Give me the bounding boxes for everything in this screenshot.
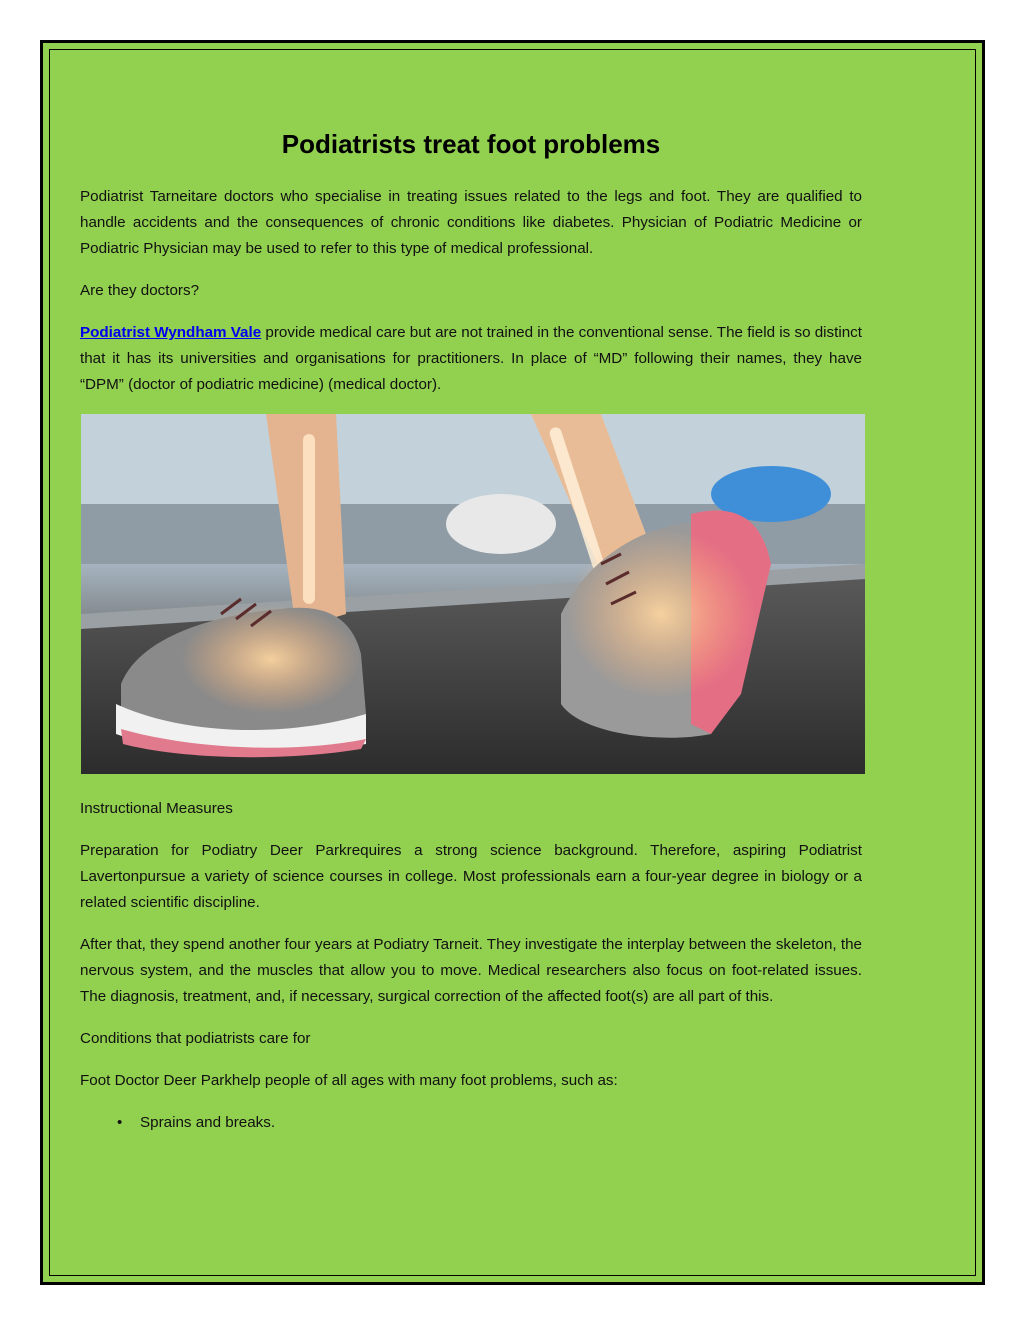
list-item — [80, 1110, 862, 1136]
feet-illustration — [81, 414, 865, 774]
feet-xray-treadmill-image — [81, 414, 865, 774]
conditions-heading: Conditions that podiatrists care for — [80, 1030, 311, 1047]
instructional-heading: Instructional Measures — [80, 800, 233, 817]
preparation-paragraph: Preparation for Podiatry Deer Parkrequires a strong science background. Therefore, aspiring Podiatrist Lavertonpursue a variety of science courses in college. Most professionals earn a four-year degree in biology or a related scientific discipline. — [80, 842, 862, 911]
wyndham-paragraph — [80, 320, 862, 398]
page-title: Podiatrists treat foot problems — [281, 129, 661, 159]
foot-doctor-paragraph: Foot Doctor Deer Parkhelp people of all ages with many foot problems, such as: — [80, 1072, 618, 1089]
after-paragraph: After that, they spend another four years at Podiatry Tarneit. They investigate the interplay between the skeleton, the nervous system, and the muscles that allow you to move. Medical researchers also focus on foot-related issues. The diagnosis, treatment, and, if necessary, surgical correction of the affected foot(s) are all part of this. — [80, 936, 862, 1005]
list-item-text: Sprains and breaks. — [140, 1114, 276, 1131]
document-content — [80, 127, 862, 1136]
wyndham-paragraph-text: provide medical care but are not trained in the conventional sense. The field is so distinct that it has its universities and organisations for practitioners. In place of “MD” following their names, they have “DPM” (doctor of podiatric medicine) (medical doctor). — [80, 324, 862, 393]
question-paragraph: Are they doctors? — [80, 282, 200, 299]
bullet-icon: • — [117, 1114, 123, 1131]
podiatrist-wyndham-vale-link[interactable]: Podiatrist Wyndham Vale — [80, 324, 262, 341]
conditions-list — [80, 1110, 862, 1136]
intro-paragraph: Podiatrist Tarneitare doctors who specialise in treating issues related to the legs and foot. They are qualified to handle accidents and the consequences of chronic conditions like diabetes. Physician of Podiatric Medicine or Podiatric Physician may be used to refer to this type of medical professional. — [80, 188, 862, 257]
